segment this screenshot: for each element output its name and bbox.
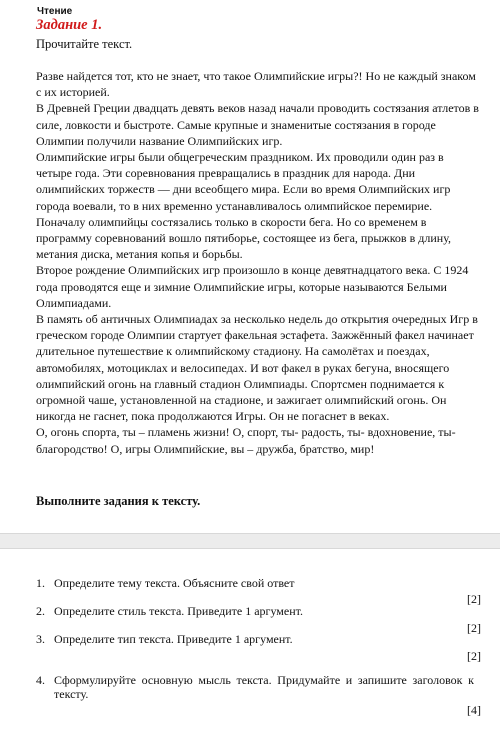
question-score: [2]: [467, 649, 481, 663]
instruction: Прочитайте текст.: [36, 37, 133, 51]
text-paragraph: О, огонь спорта, ты – пламень жизни! О, спорт, ты- радость, ты- вдохновение, ты-благородство! О, игры Олимпийские, вы – дружба, братство, мир!: [36, 425, 456, 456]
question-item: [36, 604, 481, 634]
question-text: Сформулируйте основную мысль текста. Придумайте и запишите заголовок к тексту.: [54, 673, 474, 701]
question-item: [36, 673, 481, 723]
question-number: 1.: [36, 576, 45, 590]
text-paragraph: Разве найдется тот, кто не знает, что такое Олимпийские игры?! Но не каждый знаком с их историей.: [36, 69, 476, 100]
question-score: [4]: [467, 703, 481, 717]
question-score: [2]: [467, 592, 481, 606]
question-text: Определите тип текста. Приведите 1 аргумент.: [54, 632, 293, 646]
question-number: 3.: [36, 632, 45, 646]
text-paragraph: В Древней Греции двадцать девять веков назад начали проводить состязания атлетов в силе, ловкости и быстроте. Самые крупные и знаменитые состязания в городе Олимпии получили название Олимпийских игр.: [36, 101, 479, 148]
text-paragraph: В память об античных Олимпиадах за несколько недель до открытия очередных Игр в греческом городе Олимпии стартует факельная эстафета. Зажжённый факел начинает длительное путешествие к олимпийскому стадиону. На самолётах и поездах, автомобилях, мотоциклах и велосипедах. И вот факел в руках бегуна, вносящего олимпийский огонь на главный стадион Олимпиады. Спортсмен поднимается к огромной чаше, установленной на стадионе, и зажигает олимпийский огонь. Он никогда не гаснет, пока продолжаются Игры. Он не погаснет в веках.: [36, 312, 478, 424]
tasks-heading: Выполните задания к тексту.: [36, 494, 201, 508]
reading-text: [36, 68, 480, 457]
text-paragraph: Олимпийские игры были общегреческим праздником. Их проводили один раз в четыре года. Эти соревнования превращались в праздник для народа. Дни олимпийских торжеств — дни всеобщего мира. Если во время Олимпийских игр города воевали, то в них временно устанавливалось олимпийское перемирие. Поначалу олимпийцы состязались только в скорости бега. Но со временем в программу соревнований вошло пятиборье, состоящее из бега, прыжков в длину, метания диска, метания копья и борьбы.: [36, 150, 451, 262]
text-paragraph: Второе рождение Олимпийских игр произошло в конце девятнадцатого века. С 1924 года проводятся еще и зимние Олимпийские игры, которые называются Белыми Олимпиадами.: [36, 263, 469, 310]
question-text: Определите стиль текста. Приведите 1 аргумент.: [54, 604, 303, 618]
question-number: 4.: [36, 673, 45, 687]
question-item: [36, 632, 481, 662]
section-label: Чтение: [37, 6, 73, 17]
page-separator: [0, 533, 500, 549]
question-number: 2.: [36, 604, 45, 618]
questions-page: [0, 549, 500, 741]
question-text: Определите тему текста. Объясните свой ответ: [54, 576, 295, 590]
question-item: [36, 576, 481, 606]
question-score: [2]: [467, 621, 481, 635]
task-title: Задание 1.: [36, 17, 103, 33]
